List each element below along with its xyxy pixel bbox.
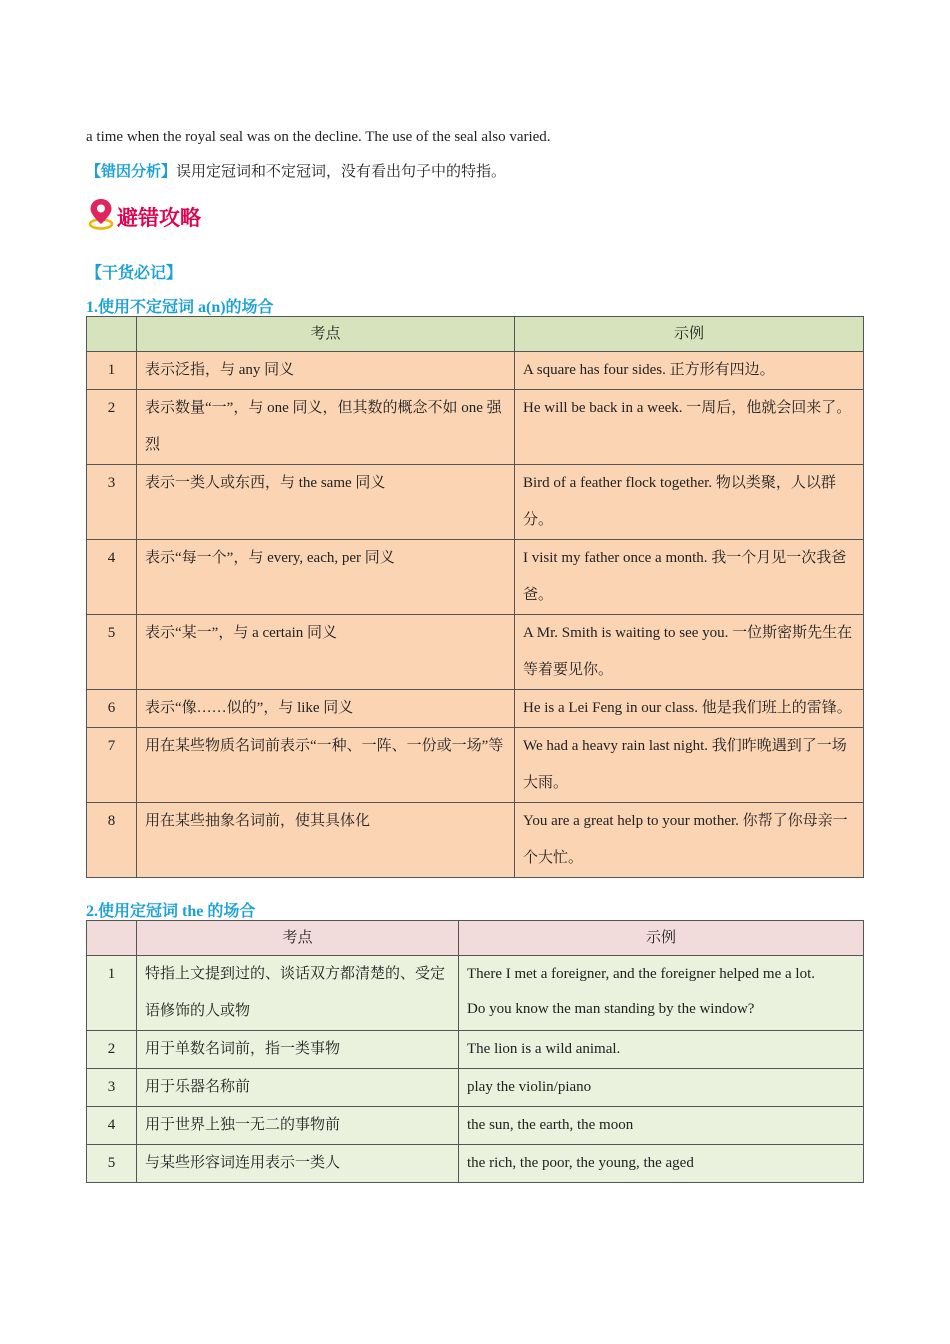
row-number: 1 (87, 956, 137, 1031)
row-number: 3 (87, 465, 137, 540)
row-number: 8 (87, 803, 137, 878)
col-point: 考点 (137, 921, 459, 956)
row-example: We had a heavy rain last night. 我们昨晚遇到了一场大雨。 (515, 728, 864, 803)
row-point: 用在某些抽象名词前，使其具体化 (137, 803, 515, 878)
col-example: 示例 (515, 317, 864, 352)
row-number: 5 (87, 1145, 137, 1183)
row-example: play the violin/piano (459, 1069, 864, 1107)
row-point: 表示泛指，与 any 同义 (137, 352, 515, 390)
col-number (87, 921, 137, 956)
row-example: A Mr. Smith is waiting to see you. 一位斯密斯先生在等着要见你。 (515, 615, 864, 690)
row-number: 4 (87, 1107, 137, 1145)
error-analysis (86, 162, 506, 182)
section-title (88, 194, 201, 234)
table-row (87, 1031, 864, 1069)
intro-line: a time when the royal seal was on the decline. The use of the seal also varied. (86, 129, 551, 145)
row-number: 1 (87, 352, 137, 390)
table-row (87, 690, 864, 728)
col-number (87, 317, 137, 352)
row-number: 5 (87, 615, 137, 690)
table-row (87, 390, 864, 465)
table-row (87, 352, 864, 390)
example-line: Do you know the man standing by the window? (467, 1001, 755, 1017)
indefinite-heading: 1.使用不定冠词 a(n)的场合 (86, 299, 274, 316)
section-title-text: 避错攻略 (117, 206, 201, 230)
row-example: the sun, the earth, the moon (459, 1107, 864, 1145)
row-number: 4 (87, 540, 137, 615)
row-point: 用于世界上独一无二的事物前 (137, 1107, 459, 1145)
table-header-row (87, 921, 864, 956)
row-point: 表示“某一”，与 a certain 同义 (137, 615, 515, 690)
table-row (87, 615, 864, 690)
row-point: 表示“像……似的”，与 like 同义 (137, 690, 515, 728)
col-point: 考点 (137, 317, 515, 352)
row-number: 2 (87, 1031, 137, 1069)
row-point: 表示“每一个”，与 every, each, per 同义 (137, 540, 515, 615)
definite-article-table (86, 920, 864, 1183)
row-number: 7 (87, 728, 137, 803)
row-example: The lion is a wild animal. (459, 1031, 864, 1069)
analysis-label: 【错因分析】 (86, 164, 177, 180)
table-row (87, 728, 864, 803)
row-number: 3 (87, 1069, 137, 1107)
row-example: I visit my father once a month. 我一个月见一次我爸爸。 (515, 540, 864, 615)
row-example: the rich, the poor, the young, the aged (459, 1145, 864, 1183)
example-line: There I met a foreigner, and the foreigner helped me a lot. (467, 966, 815, 982)
row-example: A square has four sides. 正方形有四边。 (515, 352, 864, 390)
row-point: 表示数量“一”，与 one 同义，但其数的概念不如 one 强烈 (137, 390, 515, 465)
row-point: 与某些形容词连用表示一类人 (137, 1145, 459, 1183)
tips-label: 【干货必记】 (86, 265, 183, 282)
row-point: 用于单数名词前，指一类事物 (137, 1031, 459, 1069)
row-number: 6 (87, 690, 137, 728)
row-number: 2 (87, 390, 137, 465)
table-row (87, 1145, 864, 1183)
row-example: He is a Lei Feng in our class. 他是我们班上的雷锋。 (515, 690, 864, 728)
table-row (87, 540, 864, 615)
table-row (87, 803, 864, 878)
row-example: You are a great help to your mother. 你帮了你母亲一个大忙。 (515, 803, 864, 878)
row-point: 特指上文提到过的、谈话双方都清楚的、受定语修饰的人或物 (137, 956, 459, 1031)
row-example: He will be back in a week. 一周后，他就会回来了。 (515, 390, 864, 465)
table-row (87, 1069, 864, 1107)
location-pin-icon (88, 197, 114, 231)
table-row (87, 1107, 864, 1145)
col-example: 示例 (459, 921, 864, 956)
table-row (87, 956, 864, 1031)
row-point: 用在某些物质名词前表示“一种、一阵、一份或一场”等 (137, 728, 515, 803)
row-example: Bird of a feather flock together. 物以类聚，人以群分。 (515, 465, 864, 540)
table-header-row (87, 317, 864, 352)
row-example (459, 956, 864, 1031)
row-point: 用于乐器名称前 (137, 1069, 459, 1107)
definite-heading: 2.使用定冠词 the 的场合 (86, 903, 256, 920)
analysis-text: 误用定冠词和不定冠词，没有看出句子中的特指。 (176, 164, 507, 180)
indefinite-article-table (86, 316, 864, 878)
table-row (87, 465, 864, 540)
row-point: 表示一类人或东西，与 the same 同义 (137, 465, 515, 540)
